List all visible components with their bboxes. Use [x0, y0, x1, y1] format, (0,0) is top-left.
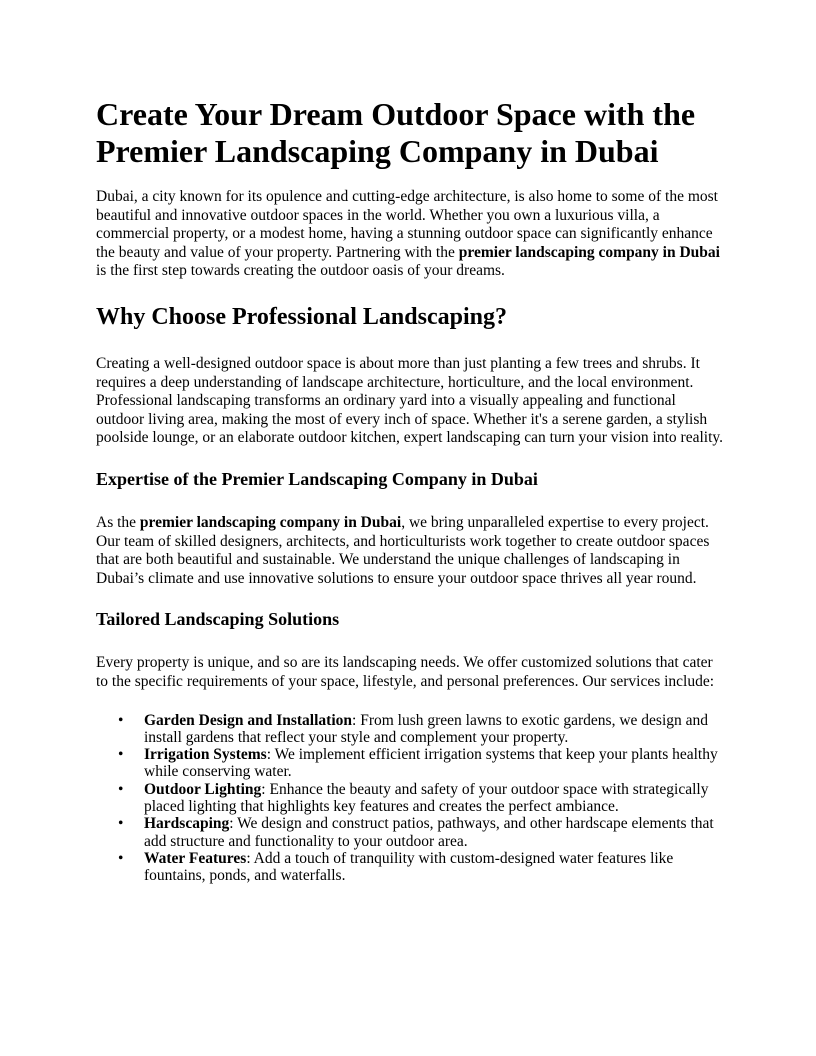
list-item: [96, 781, 726, 816]
list-item: [96, 850, 726, 885]
service-description: : We implement efficient irrigation systems that keep your plants healthy while conserving water.: [144, 746, 718, 781]
service-description: : We design and construct patios, pathways, and other hardscape elements that add structure and functionality to your outdoor area.: [144, 815, 714, 850]
list-item: [96, 815, 726, 850]
service-name: Outdoor Lighting: [144, 780, 262, 798]
bullet-icon: •: [118, 711, 124, 729]
service-description: : Add a touch of tranquility with custom-designed water features like fountains, ponds, and waterfalls.: [144, 849, 674, 885]
section-heading-why-choose: Why Choose Professional Landscaping?: [96, 303, 507, 330]
tailored-paragraph: Every property is unique, and so are its landscaping needs. We offer customized solutions that cater to the specific requirements of your space, lifestyle, and personal preferences. Our services include:: [96, 654, 715, 690]
service-name: Hardscaping: [144, 815, 230, 833]
bullet-icon: •: [118, 849, 124, 867]
document-body: [96, 96, 726, 884]
intro-text-before: Dubai, a city known for its opulence and cutting-edge architecture, is also home to some of the most beautiful and innovative outdoor spaces in the world. Whether you own a luxurious villa, a commercial property, or a modest home, having a stunning outdoor space can significantly enhance the beauty and value of your property. Partnering with the: [96, 188, 718, 261]
expertise-text-before: As the: [96, 513, 140, 531]
list-item: [96, 712, 726, 747]
bullet-icon: •: [118, 746, 124, 764]
bullet-icon: •: [118, 780, 124, 798]
services-list: [96, 712, 726, 885]
why-choose-paragraph: Creating a well-designed outdoor space is about more than just planting a few trees and shrubs. It requires a deep understanding of landscape architecture, horticulture, and the local environment. Professional landscaping transforms an ordinary yard into a visually appealing and functional outdoor living area, making the most of every inch of space. Whether it's a serene garden, a stylish poolside lounge, or an elaborate outdoor kitchen, expert landscaping can turn your vision into reality.: [96, 354, 724, 447]
page-title: Create Your Dream Outdoor Space with the Premier Landscaping Company in Dubai: [96, 96, 696, 169]
section-heading-expertise: Expertise of the Premier Landscaping Company in Dubai: [96, 468, 538, 489]
section-heading-tailored: Tailored Landscaping Solutions: [96, 609, 340, 630]
expertise-paragraph: [96, 514, 726, 588]
expertise-bold-keyword: premier landscaping company in Dubai: [139, 513, 402, 531]
service-name: Water Features: [144, 849, 247, 867]
list-item: [96, 746, 726, 781]
service-name: Garden Design and Installation: [144, 711, 353, 729]
intro-text-after: is the first step towards creating the outdoor oasis of your dreams.: [96, 262, 505, 280]
service-description: : Enhance the beauty and safety of your outdoor space with strategically placed lighting that highlights key features and creates the perfect ambiance.: [144, 780, 709, 815]
intro-paragraph: [96, 188, 726, 281]
service-name: Irrigation Systems: [144, 746, 267, 764]
bullet-icon: •: [118, 815, 124, 833]
expertise-text-after: , we bring unparalleled expertise to every project. Our team of skilled designers, architects, and horticulturists work together to create outdoor spaces that are both beautiful and sustainable. We understand the unique challenges of landscaping in Dubai’s climate and use innovative solutions to ensure your outdoor space thrives all year round.: [96, 513, 710, 587]
intro-bold-keyword: premier landscaping company in Dubai: [458, 243, 720, 261]
service-description: : From lush green lawns to exotic gardens, we design and install gardens that reflect your style and complement your property.: [144, 711, 709, 746]
